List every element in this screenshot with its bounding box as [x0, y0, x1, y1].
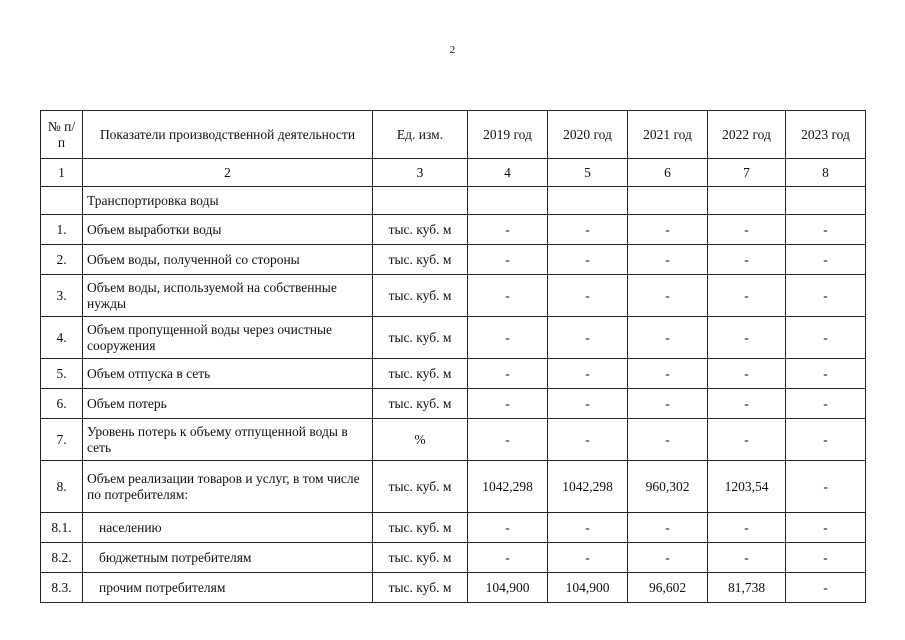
value-cell-2020: -: [548, 245, 628, 275]
value-cell-2021: -: [628, 317, 708, 359]
indicator-name-cell: Объем потерь: [83, 389, 373, 419]
empty-cell: [41, 187, 83, 215]
column-number-cell: 5: [548, 159, 628, 187]
value-cell-2019: 1042,298: [468, 461, 548, 513]
column-number-row: [41, 159, 866, 187]
row-number-cell: 3.: [41, 275, 83, 317]
value-cell-2023: -: [786, 461, 866, 513]
header-cell-2022: 2022 год: [708, 111, 786, 159]
value-cell-2021: -: [628, 215, 708, 245]
value-cell-2019: -: [468, 245, 548, 275]
table-row: [41, 359, 866, 389]
value-cell-2022: -: [708, 513, 786, 543]
value-cell-2023: -: [786, 275, 866, 317]
value-cell-2019: -: [468, 543, 548, 573]
value-cell-2021: 960,302: [628, 461, 708, 513]
value-cell-2019: -: [468, 215, 548, 245]
value-cell-2022: 81,738: [708, 573, 786, 603]
value-cell-2021: -: [628, 245, 708, 275]
value-cell-2023: -: [786, 419, 866, 461]
table-row: [41, 419, 866, 461]
column-number-cell: 3: [373, 159, 468, 187]
production-indicators-table: [40, 110, 866, 603]
row-number-cell: 8.2.: [41, 543, 83, 573]
indicator-name-cell: Объем отпуска в сеть: [83, 359, 373, 389]
row-number-cell: 8.: [41, 461, 83, 513]
value-cell-2019: 104,900: [468, 573, 548, 603]
value-cell-2022: -: [708, 543, 786, 573]
table-row: [41, 513, 866, 543]
value-cell-2023: -: [786, 245, 866, 275]
unit-cell: %: [373, 419, 468, 461]
unit-cell: тыс. куб. м: [373, 461, 468, 513]
value-cell-2020: -: [548, 215, 628, 245]
value-cell-2019: -: [468, 317, 548, 359]
value-cell-2022: -: [708, 359, 786, 389]
value-cell-2019: -: [468, 275, 548, 317]
value-cell-2019: -: [468, 359, 548, 389]
value-cell-2019: -: [468, 513, 548, 543]
value-cell-2022: -: [708, 389, 786, 419]
empty-cell: [708, 187, 786, 215]
empty-cell: [628, 187, 708, 215]
column-number-cell: 8: [786, 159, 866, 187]
value-cell-2020: -: [548, 317, 628, 359]
header-cell-2023: 2023 год: [786, 111, 866, 159]
row-number-cell: 6.: [41, 389, 83, 419]
table-row: [41, 573, 866, 603]
value-cell-2020: 1042,298: [548, 461, 628, 513]
value-cell-2020: -: [548, 389, 628, 419]
value-cell-2023: -: [786, 573, 866, 603]
indicator-name-cell: Объем выработки воды: [83, 215, 373, 245]
indicator-name-cell: Объем воды, полученной со стороны: [83, 245, 373, 275]
value-cell-2022: -: [708, 215, 786, 245]
row-number-cell: 8.1.: [41, 513, 83, 543]
value-cell-2020: -: [548, 419, 628, 461]
value-cell-2021: -: [628, 513, 708, 543]
indicator-name-cell: Объем пропущенной воды через очистные сооружения: [83, 317, 373, 359]
table-row: [41, 389, 866, 419]
unit-cell: тыс. куб. м: [373, 275, 468, 317]
table-row: [41, 317, 866, 359]
row-number-cell: 5.: [41, 359, 83, 389]
column-number-cell: 2: [83, 159, 373, 187]
table-row: [41, 245, 866, 275]
value-cell-2020: -: [548, 543, 628, 573]
table-row: [41, 215, 866, 245]
value-cell-2021: -: [628, 389, 708, 419]
value-cell-2021: -: [628, 275, 708, 317]
row-number-cell: 4.: [41, 317, 83, 359]
empty-cell: [548, 187, 628, 215]
header-cell-number: № п/п: [41, 111, 83, 159]
column-number-cell: 4: [468, 159, 548, 187]
value-cell-2023: -: [786, 513, 866, 543]
unit-cell: тыс. куб. м: [373, 245, 468, 275]
indicator-name-cell: бюджетным потребителям: [83, 543, 373, 573]
column-number-cell: 6: [628, 159, 708, 187]
column-number-cell: 7: [708, 159, 786, 187]
empty-cell: [373, 187, 468, 215]
row-number-cell: 1.: [41, 215, 83, 245]
value-cell-2023: -: [786, 543, 866, 573]
header-cell-2020: 2020 год: [548, 111, 628, 159]
empty-cell: [468, 187, 548, 215]
value-cell-2019: -: [468, 389, 548, 419]
header-cell-indicator: Показатели производственной деятельности: [83, 111, 373, 159]
indicator-name-cell: населению: [83, 513, 373, 543]
unit-cell: тыс. куб. м: [373, 215, 468, 245]
row-number-cell: 2.: [41, 245, 83, 275]
section-title-row: [41, 187, 866, 215]
value-cell-2022: -: [708, 245, 786, 275]
unit-cell: тыс. куб. м: [373, 317, 468, 359]
value-cell-2022: -: [708, 275, 786, 317]
value-cell-2022: -: [708, 317, 786, 359]
header-row: [41, 111, 866, 159]
value-cell-2021: 96,602: [628, 573, 708, 603]
unit-cell: тыс. куб. м: [373, 573, 468, 603]
value-cell-2020: -: [548, 275, 628, 317]
header-cell-unit: Ед. изм.: [373, 111, 468, 159]
value-cell-2021: -: [628, 543, 708, 573]
value-cell-2021: -: [628, 419, 708, 461]
value-cell-2022: 1203,54: [708, 461, 786, 513]
header-cell-2021: 2021 год: [628, 111, 708, 159]
table-row: [41, 543, 866, 573]
indicator-name-cell: Объем воды, используемой на собственные нужды: [83, 275, 373, 317]
value-cell-2020: -: [548, 359, 628, 389]
unit-cell: тыс. куб. м: [373, 543, 468, 573]
section-title: Транспортировка воды: [83, 187, 373, 215]
unit-cell: тыс. куб. м: [373, 389, 468, 419]
empty-cell: [786, 187, 866, 215]
value-cell-2023: -: [786, 317, 866, 359]
header-cell-2019: 2019 год: [468, 111, 548, 159]
page-number: 2: [449, 44, 456, 56]
value-cell-2023: -: [786, 215, 866, 245]
indicator-name-cell: Объем реализации товаров и услуг, в том числе по потребителям:: [83, 461, 373, 513]
value-cell-2019: -: [468, 419, 548, 461]
unit-cell: тыс. куб. м: [373, 513, 468, 543]
table-row: [41, 275, 866, 317]
indicator-name-cell: Уровень потерь к объему отпущенной воды в сеть: [83, 419, 373, 461]
value-cell-2020: -: [548, 513, 628, 543]
unit-cell: тыс. куб. м: [373, 359, 468, 389]
row-number-cell: 8.3.: [41, 573, 83, 603]
value-cell-2023: -: [786, 389, 866, 419]
indicator-name-cell: прочим потребителям: [83, 573, 373, 603]
value-cell-2021: -: [628, 359, 708, 389]
value-cell-2023: -: [786, 359, 866, 389]
column-number-cell: 1: [41, 159, 83, 187]
value-cell-2022: -: [708, 419, 786, 461]
table-row: [41, 461, 866, 513]
row-number-cell: 7.: [41, 419, 83, 461]
value-cell-2020: 104,900: [548, 573, 628, 603]
